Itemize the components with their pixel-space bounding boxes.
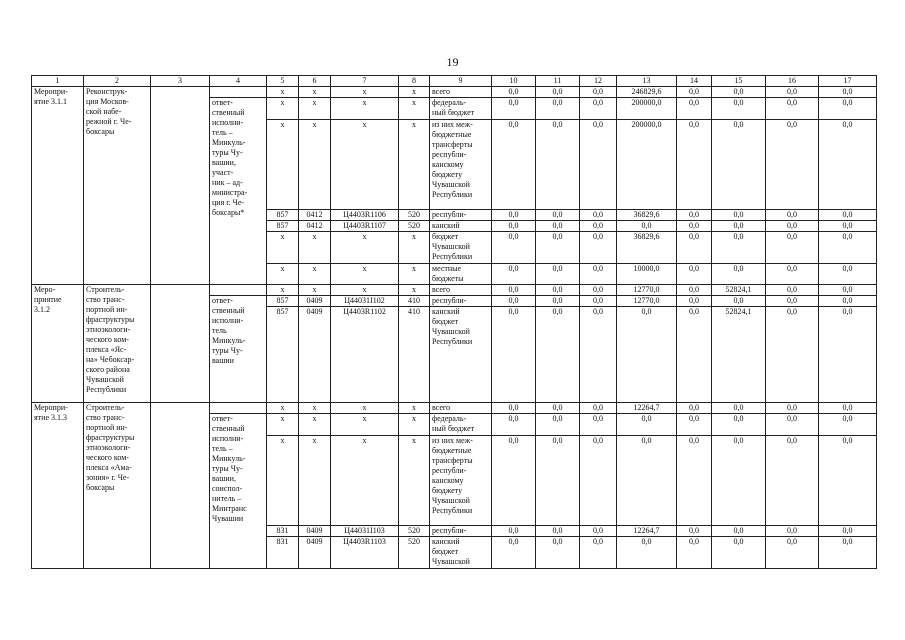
amount-cell: 0,0 (819, 307, 877, 403)
amount-cell: 0,0 (819, 414, 877, 436)
page-number: 19 (446, 55, 459, 69)
amount-cell: 0,0 (536, 232, 580, 264)
amount-cell: 200000,0 (617, 98, 677, 120)
amount-cell: 0,0 (617, 537, 677, 569)
amount-cell: 246829,6 (617, 87, 677, 98)
target-code-cell: х (331, 232, 399, 264)
amount-cell: 0,0 (677, 285, 712, 296)
section-code-cell: х (299, 120, 331, 210)
amount-cell: 0,0 (712, 221, 766, 232)
amount-cell: 0,0 (712, 436, 766, 526)
gov-code-cell: 857 (267, 307, 299, 403)
gov-code-cell: х (267, 120, 299, 210)
column-number: 1 (32, 76, 84, 87)
gov-code-cell: х (267, 436, 299, 526)
amount-cell: 0,0 (819, 285, 877, 296)
gov-code-cell: х (267, 98, 299, 120)
amount-cell: 0,0 (677, 414, 712, 436)
amount-cell: 0,0 (766, 537, 819, 569)
gov-code-cell: х (267, 285, 299, 296)
section-code-cell: 0409 (299, 307, 331, 403)
funding-source-cell: республи- (430, 296, 492, 307)
amount-cell: 0,0 (580, 264, 617, 285)
amount-cell: 0,0 (536, 307, 580, 403)
expense-type-cell: х (399, 285, 430, 296)
amount-cell: 0,0 (677, 307, 712, 403)
expense-type-cell: х (399, 98, 430, 120)
amount-cell: 0,0 (536, 296, 580, 307)
amount-cell: 0,0 (536, 98, 580, 120)
table-row (32, 87, 877, 98)
amount-cell: 0,0 (617, 436, 677, 526)
section-code-cell: 0409 (299, 296, 331, 307)
section-code-cell: х (299, 285, 331, 296)
amount-cell: 200000,0 (617, 120, 677, 210)
amount-cell: 0,0 (712, 87, 766, 98)
amount-cell: 0,0 (677, 210, 712, 221)
amount-cell: 0,0 (536, 221, 580, 232)
program-table (31, 75, 877, 569)
column-number: 7 (331, 76, 399, 87)
target-code-cell: х (331, 98, 399, 120)
section-code-cell: х (299, 87, 331, 98)
section-code-cell: 0412 (299, 221, 331, 232)
amount-cell: 0,0 (580, 436, 617, 526)
amount-cell: 0,0 (766, 210, 819, 221)
expense-type-cell: х (399, 232, 430, 264)
gov-code-cell: х (267, 264, 299, 285)
amount-cell: 0,0 (819, 120, 877, 210)
table-row (32, 285, 877, 296)
amount-cell: 0,0 (766, 414, 819, 436)
amount-cell: 0,0 (617, 414, 677, 436)
amount-cell: 0,0 (766, 264, 819, 285)
amount-cell: 0,0 (580, 285, 617, 296)
amount-cell: 12264,7 (617, 403, 677, 414)
amount-cell: 12264,7 (617, 526, 677, 537)
target-code-cell: Ц4403R1103 (331, 537, 399, 569)
amount-cell: 36829,6 (617, 232, 677, 264)
measure-description: Реконструк- ция Москов- ской набе- режной г. Че- боксары (84, 87, 151, 285)
amount-cell: 0,0 (580, 232, 617, 264)
expense-type-cell: 520 (399, 526, 430, 537)
target-code-cell: х (331, 285, 399, 296)
amount-cell: 0,0 (819, 526, 877, 537)
amount-cell: 52824,1 (712, 285, 766, 296)
amount-cell: 0,0 (677, 120, 712, 210)
amount-cell: 0,0 (536, 414, 580, 436)
amount-cell: 0,0 (677, 264, 712, 285)
amount-cell: 0,0 (536, 120, 580, 210)
funding-source-cell: федераль- ный бюджет (430, 414, 492, 436)
section-code-cell: х (299, 264, 331, 285)
column-number: 9 (430, 76, 492, 87)
gov-code-cell: 831 (267, 526, 299, 537)
expense-type-cell: 520 (399, 221, 430, 232)
amount-cell: 0,0 (819, 403, 877, 414)
amount-cell: 0,0 (536, 87, 580, 98)
funding-source-cell: всего (430, 403, 492, 414)
empty-cell (151, 403, 210, 569)
amount-cell: 0,0 (819, 210, 877, 221)
funding-source-cell: из них меж- бюджетные трансферты республи- канскому бюджету Чувашской Республики (430, 436, 492, 526)
amount-cell: 0,0 (492, 526, 536, 537)
amount-cell: 0,0 (819, 264, 877, 285)
column-number: 14 (677, 76, 712, 87)
executor: ответ- ственный исполни- тель Минкуль- туры Чу- вашии (210, 296, 267, 403)
empty-cell (210, 403, 267, 414)
amount-cell: 0,0 (536, 285, 580, 296)
amount-cell: 0,0 (766, 221, 819, 232)
amount-cell: 0,0 (712, 537, 766, 569)
amount-cell: 0,0 (677, 232, 712, 264)
amount-cell: 0,0 (712, 414, 766, 436)
column-number: 10 (492, 76, 536, 87)
amount-cell: 0,0 (580, 537, 617, 569)
amount-cell: 0,0 (492, 436, 536, 526)
amount-cell: 0,0 (677, 98, 712, 120)
amount-cell: 0,0 (766, 98, 819, 120)
target-code-cell: х (331, 120, 399, 210)
amount-cell: 0,0 (819, 436, 877, 526)
gov-code-cell: х (267, 232, 299, 264)
amount-cell: 0,0 (580, 221, 617, 232)
measure-name: Меро- приятие 3.1.2 (32, 285, 84, 403)
target-code-cell: Ц4403R1106 (331, 210, 399, 221)
column-number: 2 (84, 76, 151, 87)
measure-description: Строитель- ство транс- портной ин- фраструктуры этноэкологи- ческого ком- плекса «Ама- зония» г. Че- боксары (84, 403, 151, 569)
amount-cell: 0,0 (677, 296, 712, 307)
amount-cell: 0,0 (766, 285, 819, 296)
expense-type-cell: х (399, 120, 430, 210)
target-code-cell: Ц44031I102 (331, 296, 399, 307)
column-number: 15 (712, 76, 766, 87)
funding-source-cell: республи- (430, 210, 492, 221)
amount-cell: 0,0 (492, 221, 536, 232)
amount-cell: 0,0 (536, 526, 580, 537)
amount-cell: 0,0 (677, 436, 712, 526)
amount-cell: 0,0 (712, 264, 766, 285)
empty-cell (210, 87, 267, 98)
amount-cell: 0,0 (617, 307, 677, 403)
amount-cell: 0,0 (492, 264, 536, 285)
amount-cell: 0,0 (712, 210, 766, 221)
column-number-row (32, 76, 877, 87)
amount-cell: 0,0 (492, 307, 536, 403)
amount-cell: 0,0 (536, 403, 580, 414)
amount-cell: 0,0 (536, 210, 580, 221)
expense-type-cell: х (399, 403, 430, 414)
amount-cell: 0,0 (766, 526, 819, 537)
measure-description: Строитель- ство транс- портной ин- фраструктуры этноэкологи- ческого ком- плекса «Яс- на» Чебоксар- ского района Чувашской Республики (84, 285, 151, 403)
amount-cell: 0,0 (677, 526, 712, 537)
target-code-cell: Ц4403R1107 (331, 221, 399, 232)
amount-cell: 0,0 (766, 87, 819, 98)
column-number: 11 (536, 76, 580, 87)
amount-cell: 0,0 (766, 307, 819, 403)
target-code-cell: х (331, 264, 399, 285)
section-code-cell: х (299, 414, 331, 436)
section-code-cell: х (299, 98, 331, 120)
amount-cell: 0,0 (492, 120, 536, 210)
amount-cell: 0,0 (766, 232, 819, 264)
target-code-cell: х (331, 403, 399, 414)
funding-source-cell: всего (430, 87, 492, 98)
amount-cell: 52824,1 (712, 307, 766, 403)
executor: ответ- ственный исполни- тель – Минкуль- туры Чу- вашии, соиспол- нитель – Минтранс Чувашии (210, 414, 267, 569)
expense-type-cell: 520 (399, 537, 430, 569)
target-code-cell: х (331, 436, 399, 526)
section-code-cell: 0409 (299, 526, 331, 537)
amount-cell: 0,0 (712, 296, 766, 307)
amount-cell: 0,0 (580, 98, 617, 120)
gov-code-cell: 857 (267, 296, 299, 307)
funding-source-cell: местные бюджеты (430, 264, 492, 285)
amount-cell: 0,0 (536, 537, 580, 569)
funding-source-cell: республи- (430, 526, 492, 537)
gov-code-cell: 831 (267, 537, 299, 569)
column-number: 4 (210, 76, 267, 87)
empty-cell (151, 285, 210, 403)
amount-cell: 0,0 (766, 403, 819, 414)
target-code-cell: Ц44031I103 (331, 526, 399, 537)
target-code-cell: Ц4403R1102 (331, 307, 399, 403)
measure-name: Меропри- ятие 3.1.1 (32, 87, 84, 285)
amount-cell: 0,0 (677, 87, 712, 98)
column-number: 13 (617, 76, 677, 87)
table-row (32, 403, 877, 414)
expense-type-cell: х (399, 87, 430, 98)
amount-cell: 0,0 (677, 403, 712, 414)
amount-cell: 0,0 (536, 264, 580, 285)
amount-cell: 0,0 (580, 307, 617, 403)
amount-cell: 0,0 (492, 98, 536, 120)
amount-cell: 0,0 (712, 120, 766, 210)
amount-cell: 36829,6 (617, 210, 677, 221)
empty-cell (210, 285, 267, 296)
column-number: 8 (399, 76, 430, 87)
gov-code-cell: х (267, 414, 299, 436)
amount-cell: 0,0 (580, 87, 617, 98)
amount-cell: 0,0 (492, 285, 536, 296)
expense-type-cell: 410 (399, 307, 430, 403)
amount-cell: 0,0 (766, 120, 819, 210)
section-code-cell: х (299, 436, 331, 526)
gov-code-cell: х (267, 87, 299, 98)
amount-cell: 0,0 (712, 526, 766, 537)
amount-cell: 0,0 (492, 296, 536, 307)
section-code-cell: 0409 (299, 537, 331, 569)
gov-code-cell: 857 (267, 210, 299, 221)
amount-cell: 10000,0 (617, 264, 677, 285)
amount-cell: 12770,0 (617, 296, 677, 307)
amount-cell: 0,0 (766, 296, 819, 307)
amount-cell: 0,0 (819, 537, 877, 569)
amount-cell: 0,0 (580, 414, 617, 436)
funding-source-cell: бюджет Чувашской Республики (430, 232, 492, 264)
amount-cell: 0,0 (677, 221, 712, 232)
amount-cell: 0,0 (766, 436, 819, 526)
empty-cell (151, 87, 210, 285)
amount-cell: 0,0 (580, 403, 617, 414)
measure-3-1-3 (32, 403, 877, 569)
measure-3-1-1 (32, 87, 877, 285)
gov-code-cell: х (267, 403, 299, 414)
expense-type-cell: 520 (399, 210, 430, 221)
measure-name: Меропри- ятие 3.1.3 (32, 403, 84, 569)
gov-code-cell: 857 (267, 221, 299, 232)
amount-cell: 0,0 (677, 537, 712, 569)
amount-cell: 0,0 (492, 414, 536, 436)
amount-cell: 0,0 (712, 403, 766, 414)
amount-cell: 0,0 (819, 221, 877, 232)
amount-cell: 0,0 (492, 87, 536, 98)
amount-cell: 0,0 (712, 98, 766, 120)
expense-type-cell: 410 (399, 296, 430, 307)
section-code-cell: 0412 (299, 210, 331, 221)
column-number: 6 (299, 76, 331, 87)
column-number: 12 (580, 76, 617, 87)
amount-cell: 0,0 (580, 210, 617, 221)
amount-cell: 0,0 (492, 232, 536, 264)
section-code-cell: х (299, 232, 331, 264)
funding-source-cell: канский бюджет Чувашской Республики (430, 307, 492, 403)
amount-cell: 0,0 (492, 210, 536, 221)
amount-cell: 0,0 (819, 87, 877, 98)
target-code-cell: х (331, 87, 399, 98)
amount-cell: 0,0 (492, 403, 536, 414)
column-number: 3 (151, 76, 210, 87)
amount-cell: 0,0 (580, 120, 617, 210)
target-code-cell: х (331, 414, 399, 436)
column-number: 17 (819, 76, 877, 87)
funding-source-cell: федераль- ный бюджет (430, 98, 492, 120)
expense-type-cell: х (399, 436, 430, 526)
expense-type-cell: х (399, 264, 430, 285)
amount-cell: 0,0 (536, 436, 580, 526)
amount-cell: 0,0 (819, 98, 877, 120)
amount-cell: 0,0 (617, 221, 677, 232)
funding-source-cell: канский (430, 221, 492, 232)
funding-source-cell: всего (430, 285, 492, 296)
section-code-cell: х (299, 403, 331, 414)
amount-cell: 0,0 (492, 537, 536, 569)
amount-cell: 0,0 (580, 296, 617, 307)
executor: ответ- ственный исполни- тель – Минкуль- туры Чу- вашии, участ- ник – ад- министра- ция г. Че- боксары* (210, 98, 267, 285)
amount-cell: 0,0 (580, 526, 617, 537)
column-number: 16 (766, 76, 819, 87)
amount-cell: 0,0 (712, 232, 766, 264)
amount-cell: 0,0 (819, 296, 877, 307)
amount-cell: 0,0 (819, 232, 877, 264)
funding-source-cell: канский бюджет Чувашской (430, 537, 492, 569)
column-number: 5 (267, 76, 299, 87)
measure-3-1-2 (32, 285, 877, 403)
expense-type-cell: х (399, 414, 430, 436)
funding-source-cell: из них меж- бюджетные трансферты республи- канскому бюджету Чувашской Республики (430, 120, 492, 210)
amount-cell: 12770,0 (617, 285, 677, 296)
